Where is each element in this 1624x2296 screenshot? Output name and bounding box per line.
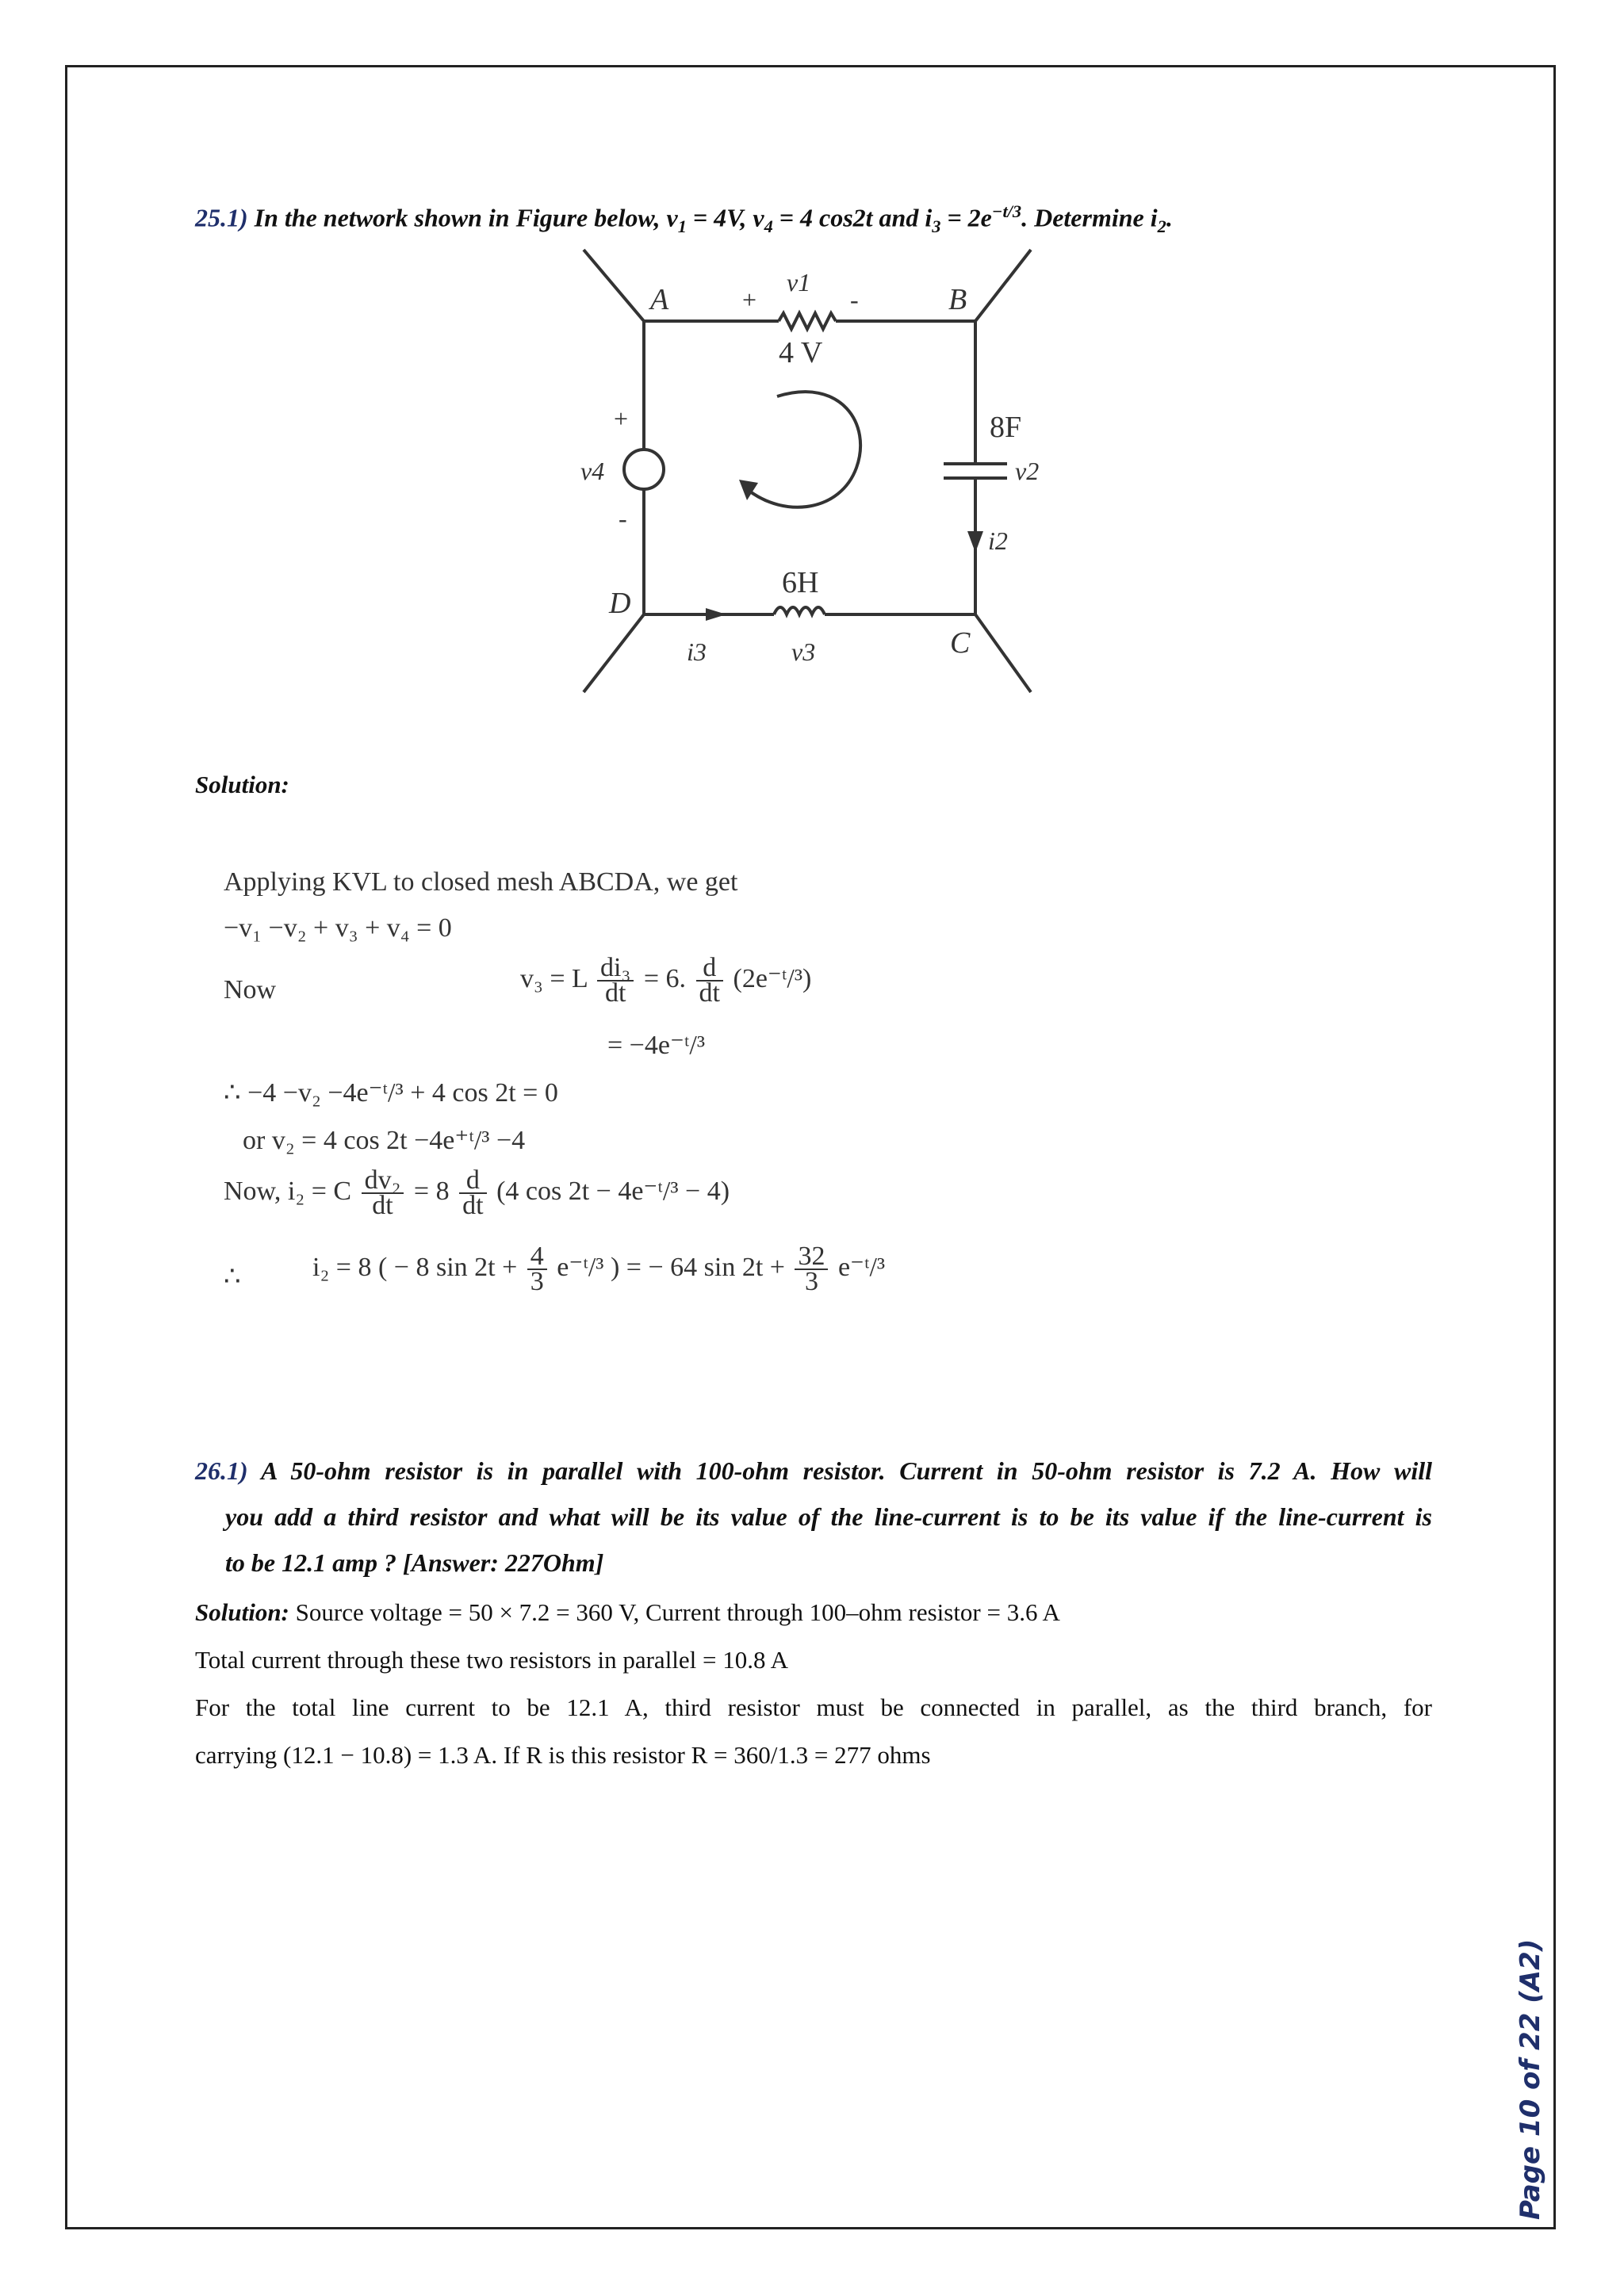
i2-arrowhead [967, 531, 983, 553]
v2-label: v2 [1015, 457, 1040, 485]
question-number: 25.1) [195, 203, 248, 232]
mesh-arrow [747, 392, 860, 507]
deriv-line-6: or v₂ = 4 cos 2t −4e⁺ᵗ/³ −4 [243, 1126, 526, 1155]
v1-minus: - [850, 285, 859, 314]
v1-label: v1 [787, 268, 811, 297]
deriv-line-7: Now, i₂ = C $\frac{\text{dv₂}}{dt}$ = 8 $\frac{d}{dt}$ (4 cos 2t − 4e⁻ᵗ/³ − 4) [224, 1165, 730, 1220]
deriv-now-1: Now [224, 975, 277, 1004]
circuit-diagram [571, 242, 1047, 702]
v4-label: v4 [580, 457, 605, 485]
i2-label: i2 [988, 526, 1008, 555]
v4-minus: - [619, 504, 627, 533]
v1-plus: + [742, 285, 757, 314]
lead-b-upper [975, 250, 1031, 321]
question-26: 26.1) A 50-ohm resistor is in parallel with 100-ohm resistor. Current in 50-ohm resistor is 7.2 A. How will you add a third resistor and what will be its value of the line-current is to be its value if the line-current is to be 12.1 amp ? [Answer: 227Ohm] [195, 1456, 1432, 1577]
solution-26: Solution: Source voltage = 50 × 7.2 = 360 V, Current through 100–ohm resistor = 3.6 A Total current through these two resistors in parallel = 10.8 A For the total line current to be 12.1 A, third resistor must be connected in parallel, as the third branch, for carrying (12.1 − 10.8) = 1.3 A. If R is this resistor R = 360/1.3 = 277 ohms [195, 1598, 1432, 1769]
deriv-line-5: ∴ −4 −v₂ −4e⁻ᵗ/³ + 4 cos 2t = 0 [224, 1078, 558, 1108]
deriv-line-2: −v₁ −v₂ + v₃ + v₄ = 0 [224, 913, 452, 943]
lead-d-lower [584, 614, 644, 692]
node-a-label: A [650, 283, 669, 316]
v3-label: v3 [791, 637, 816, 666]
deriv-line-3: v₃ = L $\frac{\text{di₃}}{dt}$ = 6. $\frac{d}{dt}$ (2e⁻ᵗ/³) [520, 953, 812, 1008]
deriv-line-1: Applying KVL to closed mesh ABCDA, we get [224, 867, 738, 897]
mesh-arrowhead [739, 480, 758, 500]
page-number-footer: Page 10 of 22 (A2) [1515, 1938, 1546, 2220]
inductor-value: 6H [782, 566, 819, 599]
question-25: 25.1) In the network shown in Figure below, $v_1 = 4V$, $v_4 = 4$ cos2t and $i_3 = 2e^{-t/3}$. Determine $i_2$. [195, 201, 1173, 237]
lead-c-lower [975, 614, 1031, 692]
i3-label: i3 [687, 637, 707, 666]
inductor-6h [774, 607, 825, 614]
node-b-label: B [948, 283, 967, 316]
v1-value: 4 V [779, 336, 823, 369]
lead-a-upper [584, 250, 644, 321]
capacitor-value: 8F [990, 411, 1022, 444]
solution-26-label: Solution: [195, 1598, 289, 1626]
node-c-label: C [950, 626, 971, 660]
node-d-label: D [609, 587, 631, 620]
deriv-line-8a: ∴ [224, 1262, 241, 1292]
deriv-line-8: i₂ = 8 ( − 8 sin 2t + $\frac{4}{3}$ e⁻ᵗ/³ ) = − 64 sin 2t + $\frac{32}{3}$ e⁻ᵗ/³ [312, 1242, 886, 1296]
solution-label: Solution: [195, 771, 289, 798]
v4-plus: + [614, 404, 629, 433]
deriv-line-4: = −4e⁻ᵗ/³ [607, 1031, 706, 1060]
i3-arrowhead [706, 608, 726, 621]
resistor-v1 [779, 313, 836, 329]
voltage-source-v4 [624, 450, 664, 489]
question-number: 26.1) [195, 1456, 248, 1485]
